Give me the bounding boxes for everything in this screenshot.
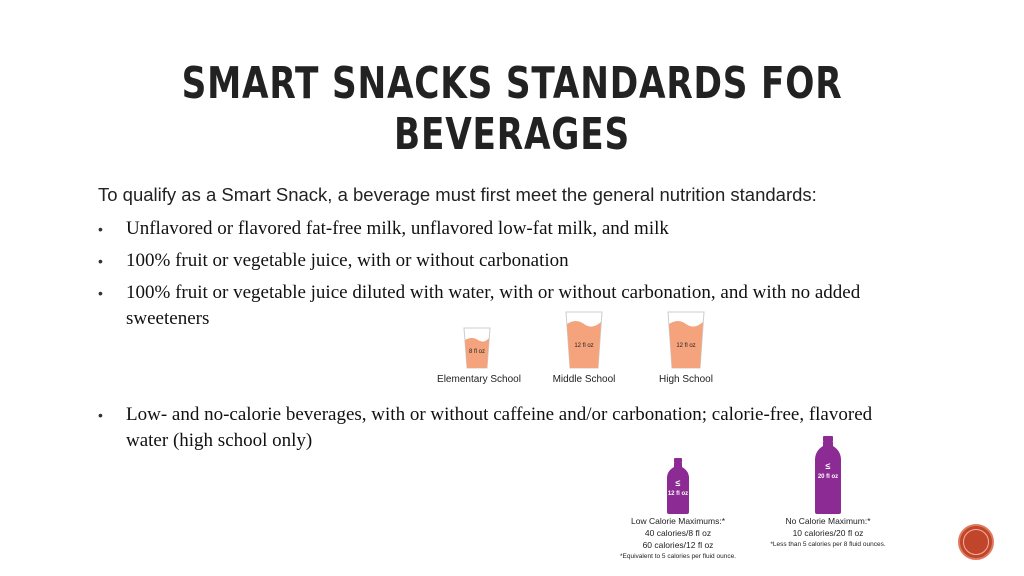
caption-line: Low Calorie Maximums:*	[631, 516, 725, 526]
cup-oz-label: 12 fl oz	[574, 343, 594, 349]
low-calorie-list	[98, 402, 898, 460]
list-item	[98, 248, 938, 274]
caption-note: *Less than 5 calories per 8 fluid ounces.	[770, 541, 886, 548]
standards-list	[98, 216, 938, 338]
intro-text: To qualify as a Smart Snack, a beverage must first meet the general nutrition standards:	[98, 184, 817, 205]
bottle-oz-label: 12 fl oz	[667, 491, 689, 497]
cup-elementary-icon	[462, 326, 492, 370]
caption-line: 60 calories/12 fl oz	[642, 540, 714, 550]
bullet-icon: •	[98, 285, 103, 301]
cup-label-high: High School	[659, 374, 713, 385]
cup-oz-label: 12 fl oz	[676, 343, 696, 349]
bottle-symbol: ≤	[825, 461, 831, 471]
list-item	[98, 402, 898, 454]
cup-middle-icon	[564, 310, 604, 370]
bottle-12oz-caption	[593, 515, 763, 563]
bottle-12oz-icon	[665, 458, 691, 514]
list-item-text: 100% fruit or vegetable juice diluted with water, with or without carbonation, and with no added sweeteners	[126, 282, 861, 329]
cup-label-middle: Middle School	[552, 374, 616, 385]
bullet-icon: •	[98, 407, 103, 423]
list-item-text: Low- and no-calorie beverages, with or without caffeine and/or carbonation; calorie-free, flavored water (high school only)	[126, 404, 873, 451]
bottle-20oz-caption	[743, 515, 913, 551]
list-item-text: Unflavored or flavored fat-free milk, unflavored low-fat milk, and milk	[126, 218, 669, 239]
bottle-oz-label: 20 fl oz	[817, 474, 839, 480]
bullet-icon: •	[98, 221, 103, 237]
page-title: SMART SNACKS STANDARDS FOR BEVERAGES	[181, 58, 843, 160]
caption-note: *Equivalent to 5 calories per fluid ounce.	[620, 553, 736, 560]
cup-high-icon	[666, 310, 706, 370]
list-item-text: 100% fruit or vegetable juice, with or without carbonation	[126, 250, 569, 271]
caption-line: 10 calories/20 fl oz	[792, 528, 864, 538]
cup-oz-label: 8 fl oz	[468, 349, 486, 355]
slide-nav-button[interactable]	[958, 524, 994, 560]
caption-line: No Calorie Maximum:*	[785, 516, 871, 526]
bottle-20oz-icon	[813, 436, 843, 514]
cup-label-elementary: Elementary School	[437, 374, 521, 385]
list-item	[98, 280, 938, 332]
bottle-symbol: ≤	[675, 478, 681, 488]
bullet-icon: •	[98, 253, 103, 269]
caption-line: 40 calories/8 fl oz	[644, 528, 712, 538]
list-item	[98, 216, 938, 242]
